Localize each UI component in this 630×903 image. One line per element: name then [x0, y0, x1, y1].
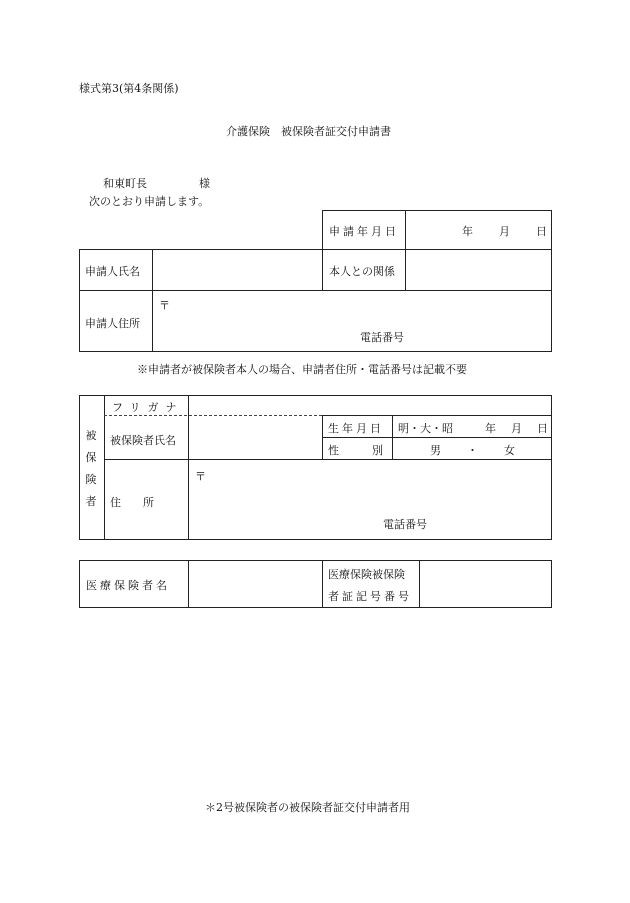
birth-month-unit: 月 [511, 422, 522, 435]
birth-date-label: 生年月日 [328, 422, 384, 435]
postal-mark: 〒 [159, 299, 170, 312]
insured-vertical-label: 被 保 険 者 [85, 429, 97, 508]
note: ※申請者が被保険者本人の場合、申請者住所・電話番号は記載不要 [137, 363, 467, 376]
request-text: 次のとおり申請します。 [89, 195, 210, 208]
gender-separator: ・ [467, 444, 478, 457]
insured-name-field[interactable] [189, 416, 321, 458]
application-date-label: 申請年月日 [329, 225, 399, 238]
furigana-label: フリガナ [112, 401, 184, 414]
insurer-name-field[interactable] [189, 561, 321, 607]
insured-address-label: 住 所 [110, 496, 154, 509]
footer-note: ＊2号被保険者の被保険者証交付申請者用 [205, 801, 410, 814]
furigana-field[interactable] [189, 396, 321, 414]
era-options: 明・大・昭 [398, 422, 453, 435]
insured-address-field[interactable] [189, 460, 551, 539]
applicant-address-label: 申請人住所 [85, 317, 140, 330]
relation-label: 本人との関係 [329, 265, 395, 278]
applicant-phone-label: 電話番号 [360, 331, 404, 344]
gender-female: 女 [504, 444, 515, 457]
date-year-unit: 年 [462, 225, 473, 238]
insured-phone-label: 電話番号 [383, 518, 427, 531]
insured-name-label: 被保険者氏名 [110, 434, 176, 447]
date-month-unit: 月 [499, 225, 510, 238]
addressee-honorific: 様 [199, 177, 210, 190]
birth-year-unit: 年 [485, 422, 496, 435]
application-date-field[interactable] [406, 211, 551, 249]
date-day-unit: 日 [536, 225, 547, 238]
gender-label: 性 別 [328, 444, 383, 457]
applicant-name-field[interactable] [153, 250, 321, 289]
form-title: 介護保険 被保険者証交付申請書 [226, 125, 391, 138]
insurance-number-field[interactable] [420, 561, 551, 607]
gender-male: 男 [430, 444, 441, 457]
gender-field[interactable] [393, 438, 551, 458]
addressee-name: 和東町長 [103, 177, 147, 190]
insurance-number-label-2: 者証記号番号 [328, 590, 412, 603]
insurance-number-label-1: 医療保険被保険 [328, 568, 405, 581]
applicant-name-label: 申請人氏名 [85, 265, 140, 278]
birth-day-unit: 日 [537, 422, 548, 435]
relation-field[interactable] [406, 250, 551, 289]
insured-postal-mark: 〒 [195, 470, 206, 483]
birth-date-field[interactable] [393, 416, 551, 436]
applicant-address-field[interactable] [153, 291, 551, 351]
insurer-name-label: 医療保険者名 [86, 579, 170, 592]
form-number: 様式第3(第4条関係) [79, 82, 179, 95]
